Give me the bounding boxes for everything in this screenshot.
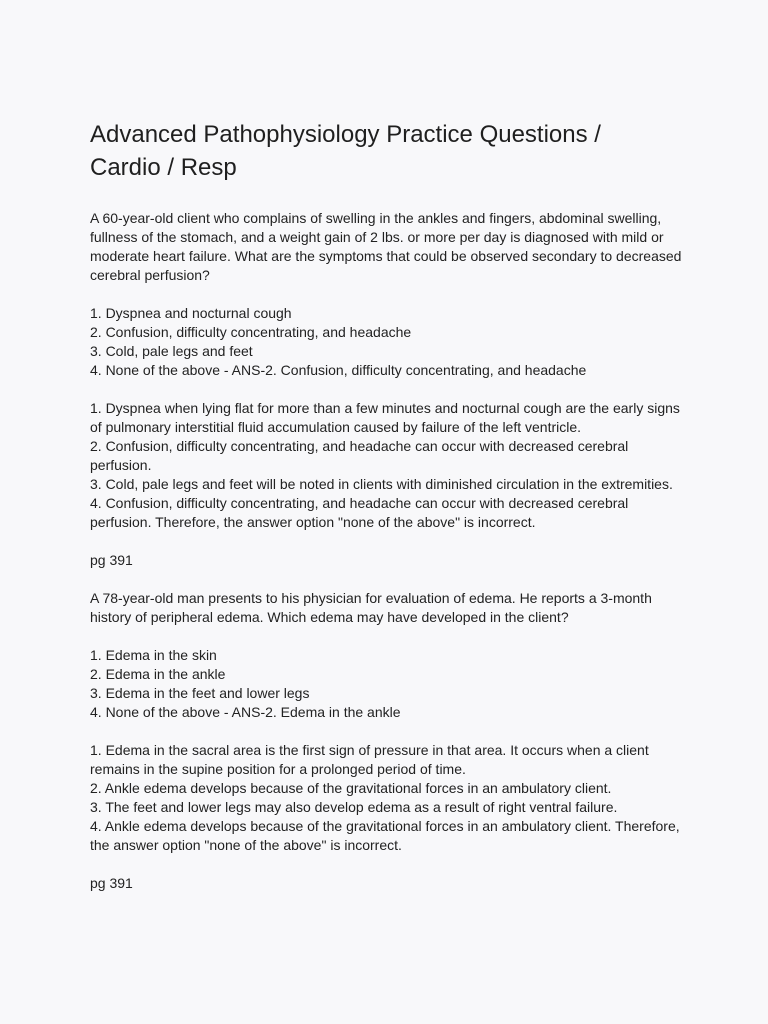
question-1-option-2: 2. Confusion, difficulty concentrating, and headache (90, 324, 412, 340)
question-1-explanation-3: 3. Cold, pale legs and feet will be noted in clients with diminished circulation in the extremities. (90, 476, 673, 492)
question-1-explanations (90, 399, 688, 532)
question-1-page-reference: pg 391 (90, 552, 133, 568)
question-2-option-3: 3. Edema in the feet and lower legs (90, 685, 310, 701)
question-2-option-4: 4. None of the above - ANS-2. Edema in the ankle (90, 704, 401, 720)
question-2-explanation-2: 2. Ankle edema develops because of the gravitational forces in an ambulatory client. (90, 780, 612, 796)
question-1-option-4: 4. None of the above - ANS-2. Confusion, difficulty concentrating, and headache (90, 362, 587, 378)
question-1-options (90, 304, 688, 380)
question-1-option-3: 3. Cold, pale legs and feet (90, 343, 253, 359)
document-content (90, 209, 688, 893)
question-1-explanation-4: 4. Confusion, difficulty concentrating, and headache can occur with decreased cerebral perfusion. Therefore, the answer option "none of the above" is incorrect. (90, 495, 629, 530)
question-block-2 (90, 589, 688, 893)
document-title-line-2: Cardio / Resp (90, 154, 237, 181)
question-2-option-1: 1. Edema in the skin (90, 647, 217, 663)
question-2-explanations (90, 741, 688, 855)
question-2-explanation-4: 4. Ankle edema develops because of the gravitational forces in an ambulatory client. Therefore, the answer option "none of the above" is incorrect. (90, 818, 680, 853)
question-1-option-1: 1. Dyspnea and nocturnal cough (90, 305, 292, 321)
question-2-options (90, 646, 688, 722)
question-1-explanation-1: 1. Dyspnea when lying flat for more than a few minutes and nocturnal cough are the early signs of pulmonary interstitial fluid accumulation caused by failure of the left ventricle. (90, 400, 680, 435)
question-block-1 (90, 209, 688, 570)
question-2-text: A 78-year-old man presents to his physician for evaluation of edema. He reports a 3-month history of peripheral edema. Which edema may have developed in the client? (90, 590, 652, 625)
question-2-page-reference: pg 391 (90, 875, 133, 891)
question-2-explanation-1: 1. Edema in the sacral area is the first sign of pressure in that area. It occurs when a client remains in the supine position for a prolonged period of time. (90, 742, 649, 777)
document-title-line-1: Advanced Pathophysiology Practice Questions / (90, 121, 601, 148)
question-1-text: A 60-year-old client who complains of swelling in the ankles and fingers, abdominal swelling, fullness of the stomach, and a weight gain of 2 lbs. or more per day is diagnosed with mild or moderate heart failure. What are the symptoms that could be observed secondary to decreased cerebral perfusion? (90, 210, 682, 283)
question-2-option-2: 2. Edema in the ankle (90, 666, 226, 682)
document-title (90, 118, 688, 184)
question-2-explanation-3: 3. The feet and lower legs may also develop edema as a result of right ventral failure. (90, 799, 618, 815)
question-1-explanation-2: 2. Confusion, difficulty concentrating, and headache can occur with decreased cerebral perfusion. (90, 438, 629, 473)
